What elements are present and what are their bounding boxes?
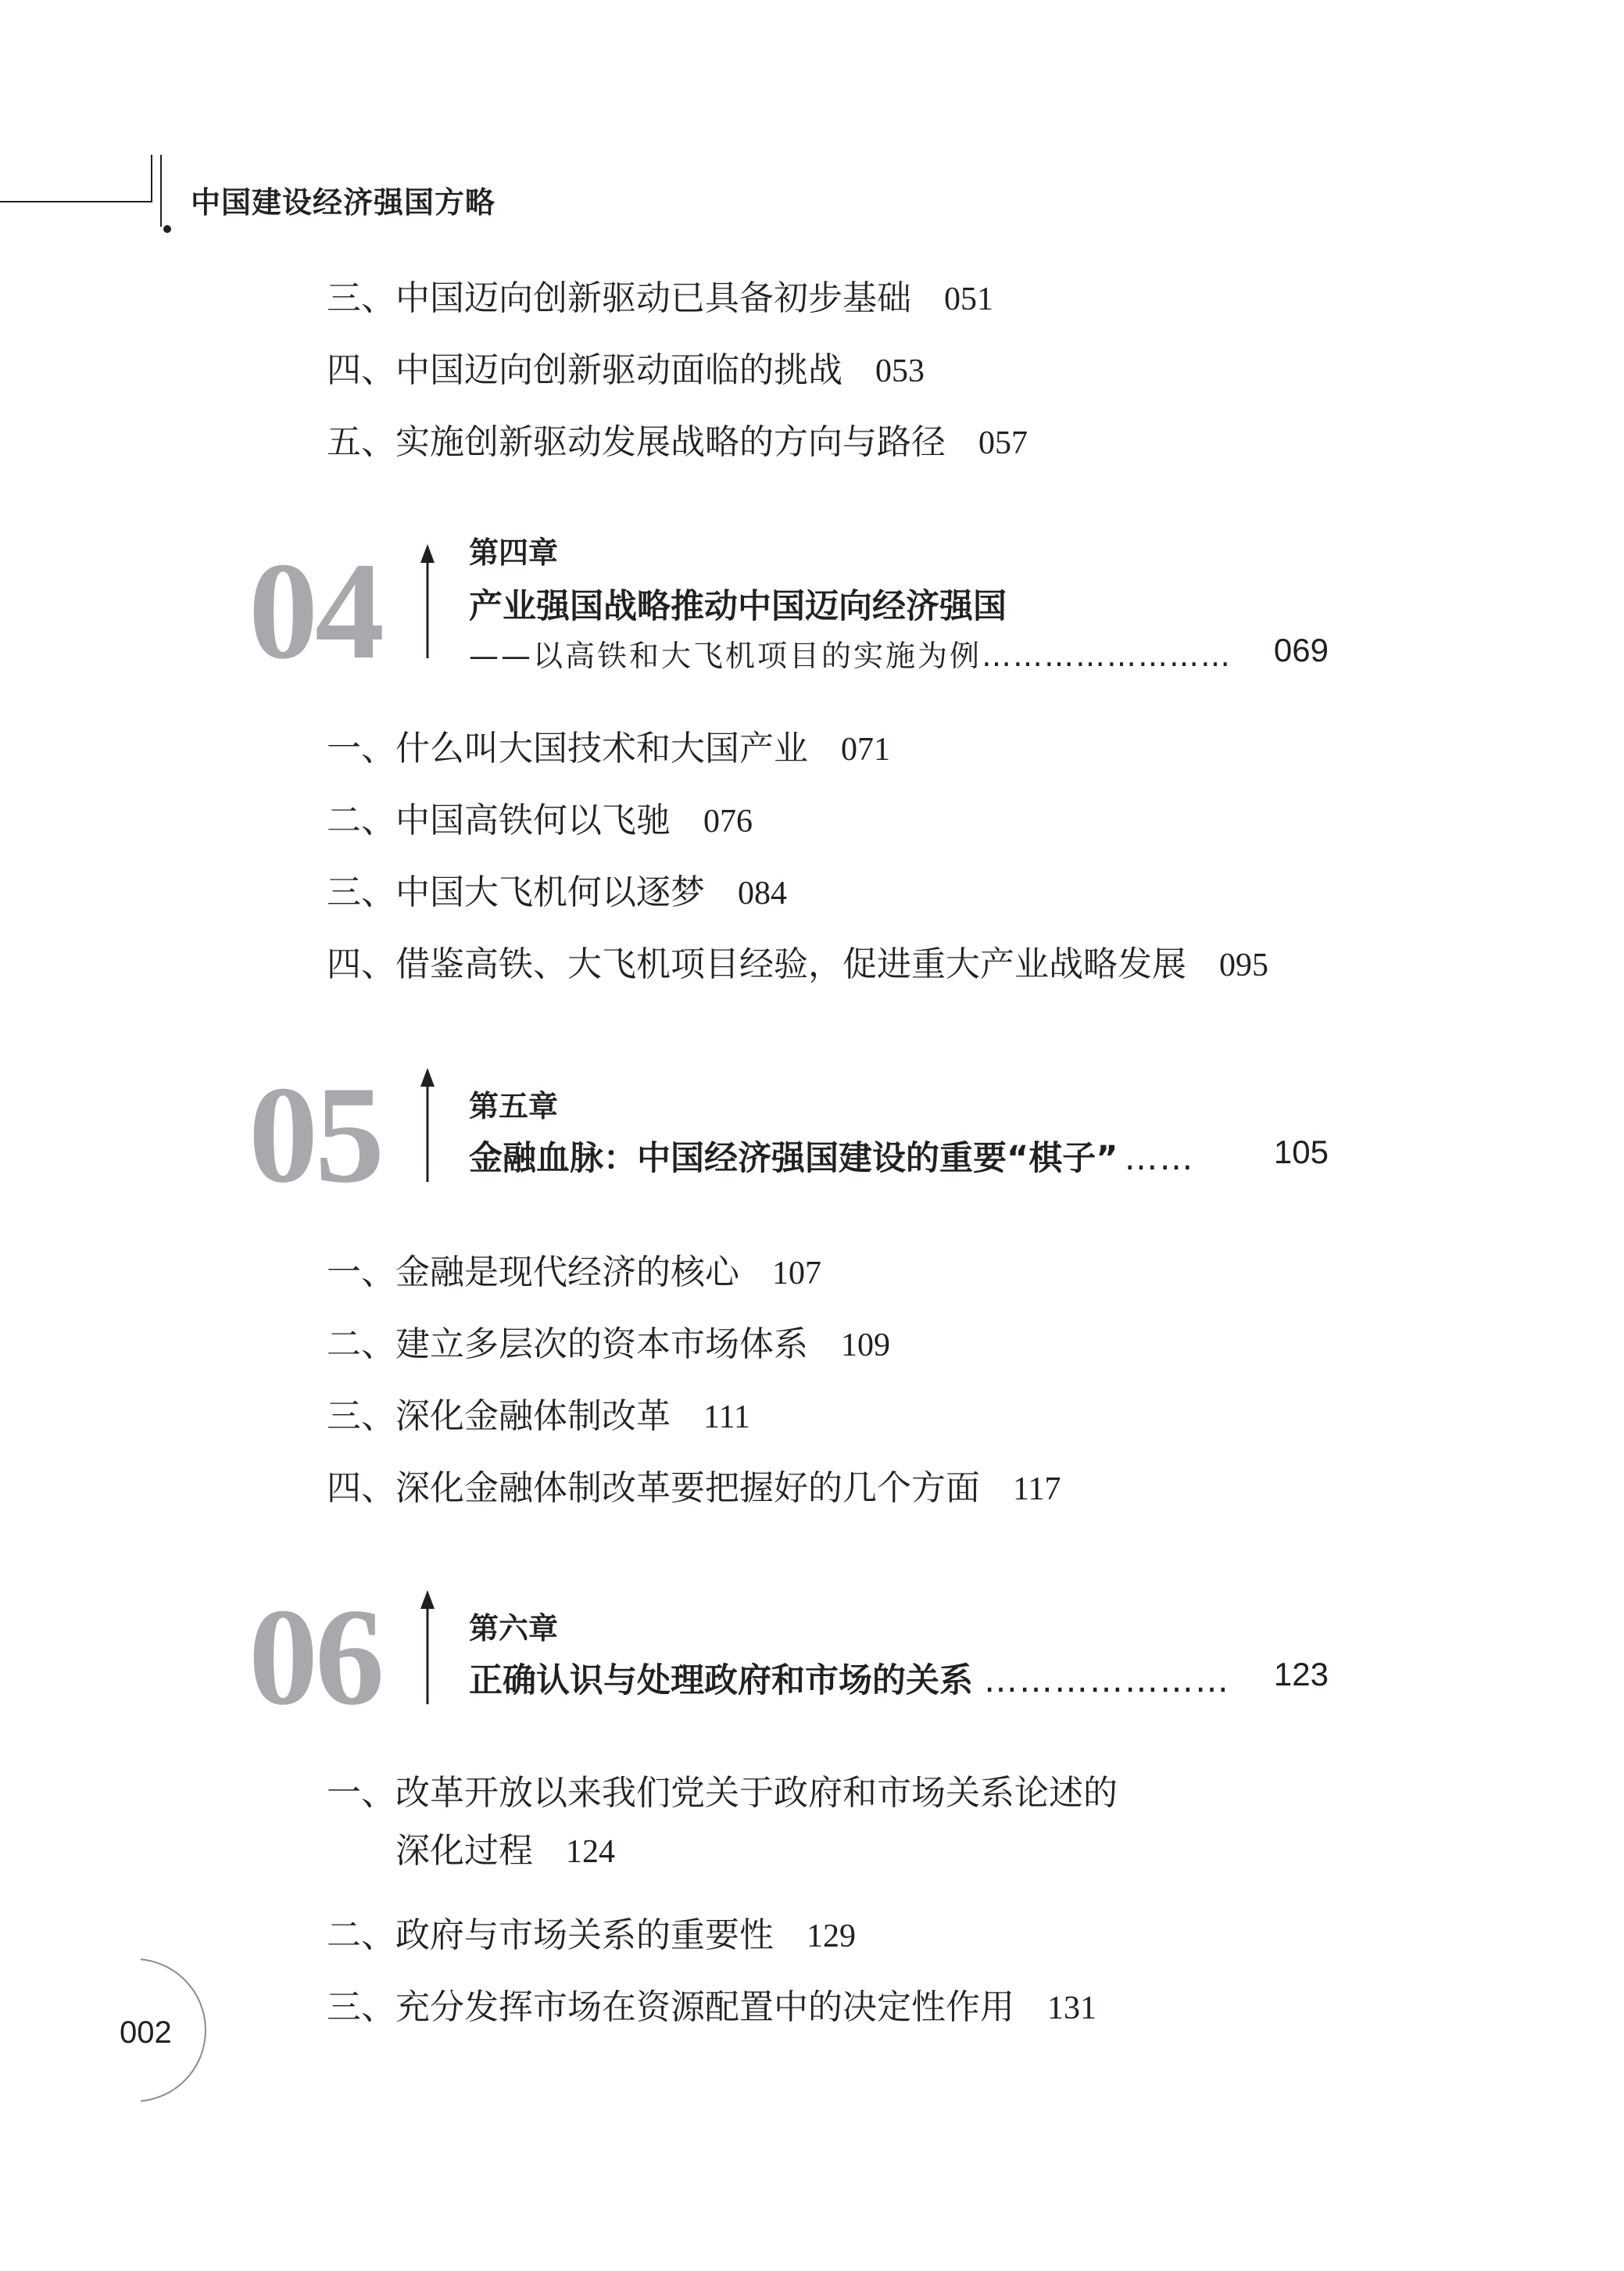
chapter-number: 06 — [249, 1579, 381, 1734]
toc-entry-label: 五、实施创新驱动发展战略的方向与路径 — [327, 422, 946, 462]
toc-entry-label: 一、金融是现代经济的核心 — [327, 1252, 739, 1292]
toc-entry-page: 129 — [807, 1918, 856, 1954]
toc-entry[interactable] — [327, 1989, 1096, 2026]
chapter-subtitle: ——以高铁和大飞机项目的实施为例 — [469, 639, 982, 673]
dot-leader: …………………… — [982, 639, 1232, 673]
arrow-up-icon — [419, 1068, 436, 1182]
toc-entry-label-cont: 深化过程 — [395, 1831, 533, 1872]
toc-entry-label: 二、政府与市场关系的重要性 — [327, 1915, 774, 1955]
toc-entry-label: 三、深化金融体制改革 — [327, 1396, 671, 1436]
toc-entry-label: 二、中国高铁何以飞驰 — [327, 801, 671, 840]
toc-entry-page: 095 — [1219, 947, 1268, 983]
toc-entry-page: 051 — [944, 281, 993, 317]
chapter-number: 05 — [249, 1057, 381, 1212]
chapter-number: 04 — [249, 533, 381, 688]
chapter-label: 第六章 — [469, 1611, 559, 1646]
toc-entry-page: 117 — [1013, 1471, 1061, 1507]
toc-entry[interactable] — [327, 280, 993, 317]
toc-entry[interactable] — [327, 730, 890, 768]
toc-entry[interactable] — [327, 1775, 1118, 1871]
toc-entry-label-continued — [327, 1832, 1118, 1870]
toc-entry-page: 124 — [566, 1834, 615, 1871]
toc-entry[interactable] — [327, 946, 1268, 983]
toc-entry[interactable] — [327, 1470, 1061, 1507]
chapter-page: 105 — [1273, 1134, 1329, 1170]
arrow-up-icon — [419, 544, 436, 658]
chapter-label: 第四章 — [469, 536, 559, 570]
dot-leader: ………………… — [984, 1661, 1230, 1700]
toc-entry[interactable] — [327, 352, 925, 389]
toc-entry[interactable] — [327, 1254, 821, 1291]
page-number: 002 — [120, 2015, 172, 2050]
toc-entry-page: 131 — [1047, 1990, 1096, 2026]
toc-entry[interactable] — [327, 1398, 750, 1435]
chapter-label: 第五章 — [469, 1089, 559, 1123]
toc-entry[interactable] — [327, 802, 753, 840]
toc-entry-label: 四、借鉴高铁、大飞机项目经验，促进重大产业战略发展 — [327, 944, 1186, 984]
toc-entry-label: 一、改革开放以来我们党关于政府和市场关系论述的 — [327, 1773, 1118, 1813]
toc-entry-label: 三、中国迈向创新驱动已具备初步基础 — [327, 278, 911, 318]
toc-entry-label: 四、深化金融体制改革要把握好的几个方面 — [327, 1468, 980, 1508]
header-vertical-line — [160, 155, 162, 227]
chapter-title[interactable] — [469, 1132, 1195, 1180]
toc-entry-label: 三、中国大飞机何以逐梦 — [327, 872, 705, 912]
header-dot — [163, 225, 171, 233]
chapter-title[interactable] — [469, 580, 1007, 628]
toc-entry[interactable] — [327, 1917, 856, 1954]
toc-entry[interactable] — [327, 874, 787, 912]
arrow-up-icon — [419, 1590, 436, 1704]
toc-entry-label: 三、充分发挥市场在资源配置中的决定性作用 — [327, 1987, 1014, 2027]
toc-entry-page: 053 — [875, 353, 925, 389]
toc-entry-page: 109 — [841, 1327, 890, 1363]
toc-entry-label: 四、中国迈向创新驱动面临的挑战 — [327, 350, 842, 390]
toc-entry-page: 107 — [772, 1255, 821, 1291]
toc-entry-label: 一、什么叫大国技术和大国产业 — [327, 729, 808, 768]
header-rule — [0, 201, 151, 202]
toc-entry-label: 二、建立多层次的资本市场体系 — [327, 1324, 808, 1364]
toc-entry-page: 076 — [703, 804, 753, 840]
chapter-subtitle-line[interactable] — [469, 632, 1329, 675]
toc-entry[interactable] — [327, 424, 1028, 461]
dot-leader: …… — [1124, 1139, 1195, 1178]
chapter-page: 069 — [1273, 632, 1329, 668]
toc-entry-page: 071 — [841, 732, 890, 768]
running-title: 中国建设经济强国方略 — [191, 185, 496, 220]
toc-entry-page: 057 — [978, 425, 1028, 461]
chapter-title[interactable] — [469, 1654, 1230, 1702]
header-tick — [151, 155, 152, 202]
toc-entry-page: 084 — [738, 876, 787, 912]
chapter-title-text: 正确认识与处理政府和市场的关系 — [469, 1661, 973, 1700]
chapter-page: 123 — [1273, 1656, 1329, 1693]
toc-entry-page: 111 — [703, 1399, 750, 1435]
chapter-title-text: 金融血脉：中国经济强国建设的重要“棋子” — [469, 1139, 1118, 1178]
chapter-title-text: 产业强国战略推动中国迈向经济强国 — [469, 587, 1007, 626]
toc-entry[interactable] — [327, 1326, 890, 1363]
